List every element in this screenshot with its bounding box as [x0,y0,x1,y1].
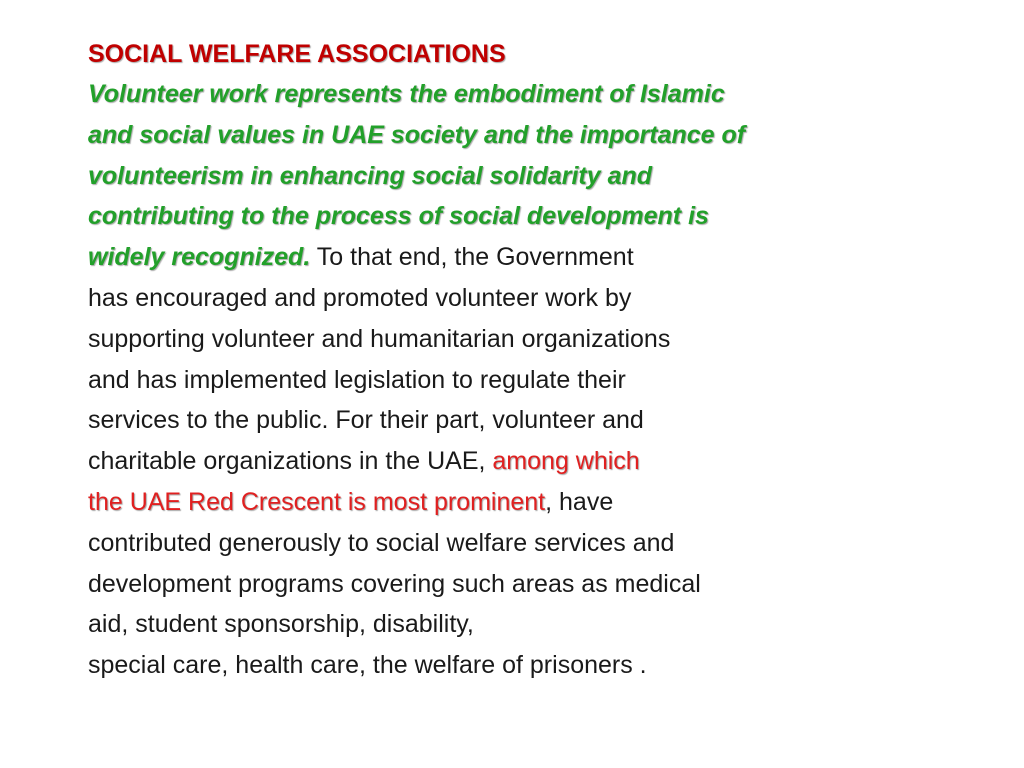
highlight-green-text: and social values in UAE society and the importance of [88,120,746,149]
body-line-8 [88,360,868,401]
body-line-12 [88,523,868,564]
body-text: aid, student sponsorship, disability, [88,610,474,639]
highlight-red-text: among which [492,447,640,476]
body-line-6 [88,278,868,319]
slide-title: SOCIAL WELFARE ASSOCIATIONS [88,40,506,68]
body-line-4 [88,196,868,237]
highlight-green-text: Volunteer work represents the embodiment of Islamic [88,80,725,108]
body-line-7 [88,319,868,360]
body-text: development programs covering such areas as medical [88,569,701,598]
body-line-15 [88,645,868,686]
body-line-2 [88,115,868,156]
highlight-red-text: the UAE Red Crescent is most prominent [88,487,546,516]
body-line-13 [88,564,868,605]
body-line-10 [88,441,868,482]
body-line-9 [88,400,868,441]
highlight-green-text: widely recognized. [88,243,311,272]
highlight-green-text: volunteerism in enhancing social solidarity and [88,161,653,190]
body-text: , have [545,487,614,516]
body-text: To that end, the Government [310,243,634,272]
body-line-11 [88,482,868,523]
body-line-1 [88,74,868,115]
body-line-5 [88,237,868,278]
body-text: supporting volunteer and humanitarian organizations [88,324,671,353]
body-line-3 [88,156,868,197]
body-text: has encouraged and promoted volunteer work by [88,283,632,312]
slide-content [88,34,868,686]
body-text: and has implemented legislation to regulate their [88,365,626,394]
body-line-14 [88,604,868,645]
body-text: special care, health care, the welfare of prisoners . [88,651,647,680]
body-text: contributed generously to social welfare services and [88,528,675,557]
body-text: charitable organizations in the UAE, [88,447,493,476]
body-text: services to the public. For their part, volunteer and [88,406,644,435]
highlight-green-text: contributing to the process of social development is [88,202,709,231]
